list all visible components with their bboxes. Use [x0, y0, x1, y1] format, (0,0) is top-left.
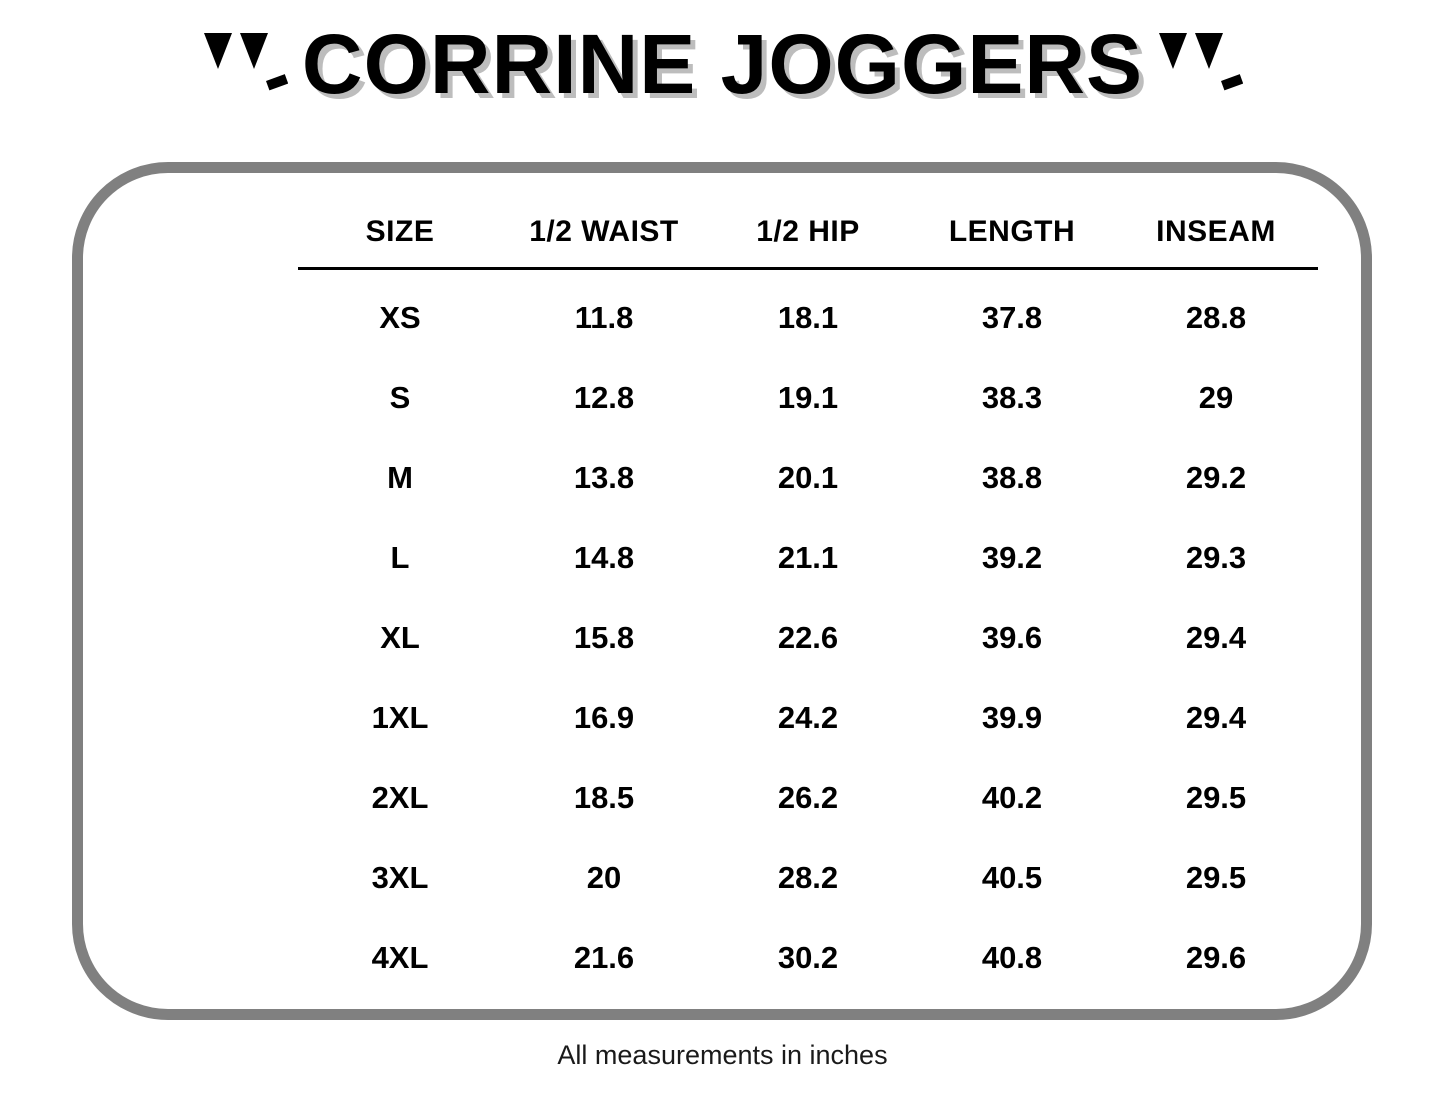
cell-half-hip: 24.2 — [777, 700, 839, 735]
cell-inseam: 29.2 — [1185, 460, 1247, 495]
cell-size: XS — [379, 300, 421, 335]
table-row — [298, 838, 1318, 918]
cell-half-hip: 18.1 — [777, 300, 839, 335]
table-row — [298, 270, 1318, 358]
table-row — [298, 758, 1318, 838]
cell-half-hip: 28.2 — [777, 860, 839, 895]
table-row — [298, 918, 1318, 998]
cell-length: 39.6 — [981, 620, 1043, 655]
cell-size: XL — [380, 620, 420, 655]
cell-half-waist: 12.8 — [573, 380, 635, 415]
cell-size: M — [387, 460, 413, 495]
cell-half-waist: 18.5 — [573, 780, 635, 815]
size-chart-card — [72, 162, 1372, 1020]
cell-size: 2XL — [371, 780, 429, 815]
table-row — [298, 358, 1318, 438]
cell-length: 40.5 — [981, 860, 1043, 895]
column-header-half-waist: 1/2 WAIST — [529, 215, 679, 248]
cell-length: 37.8 — [981, 300, 1043, 335]
column-header-inseam: INSEAM — [1156, 215, 1276, 248]
cell-size: 4XL — [371, 940, 429, 975]
page-title — [0, 0, 1445, 120]
cell-half-waist: 13.8 — [573, 460, 635, 495]
cell-half-waist: 21.6 — [573, 940, 635, 975]
measurement-units-note: All measurements in inches — [557, 1040, 888, 1070]
cell-half-hip: 22.6 — [777, 620, 839, 655]
size-chart-table-area — [298, 205, 1318, 998]
cell-half-waist: 11.8 — [574, 300, 634, 335]
cell-length: 39.9 — [981, 700, 1043, 735]
cell-half-waist: 16.9 — [573, 700, 635, 735]
cell-half-hip: 19.1 — [777, 380, 839, 415]
cell-size: L — [390, 540, 410, 575]
table-row — [298, 438, 1318, 518]
logo-chevron-icon — [1157, 29, 1243, 103]
cell-length: 40.8 — [981, 940, 1043, 975]
cell-length: 39.2 — [981, 540, 1043, 575]
column-header-half-hip: 1/2 HIP — [756, 215, 860, 248]
cell-inseam: 29.5 — [1185, 780, 1247, 815]
title-text: CORRINE JOGGERS — [301, 17, 1144, 111]
table-row — [298, 518, 1318, 598]
cell-half-hip: 21.1 — [777, 540, 839, 575]
size-chart-table — [298, 205, 1318, 998]
cell-inseam: 29.6 — [1185, 940, 1247, 975]
title-row — [202, 17, 1243, 111]
cell-half-hip: 26.2 — [777, 780, 839, 815]
cell-inseam: 28.8 — [1185, 300, 1247, 335]
cell-inseam: 29 — [1198, 380, 1234, 415]
cell-half-waist: 20 — [586, 860, 622, 895]
cell-inseam: 29.5 — [1185, 860, 1247, 895]
cell-length: 38.3 — [981, 380, 1043, 415]
cell-size: 3XL — [371, 860, 429, 895]
table-row — [298, 678, 1318, 758]
table-header-row — [298, 205, 1318, 267]
column-header-size: SIZE — [365, 215, 435, 248]
column-header-length: LENGTH — [948, 215, 1076, 248]
cell-length: 38.8 — [981, 460, 1043, 495]
logo-chevron-icon — [202, 29, 288, 103]
cell-half-waist: 15.8 — [573, 620, 635, 655]
cell-inseam: 29.4 — [1185, 700, 1247, 735]
cell-half-hip: 20.1 — [777, 460, 839, 495]
cell-half-hip: 30.2 — [777, 940, 839, 975]
cell-half-waist: 14.8 — [573, 540, 635, 575]
cell-inseam: 29.4 — [1185, 620, 1247, 655]
cell-length: 40.2 — [981, 780, 1043, 815]
cell-inseam: 29.3 — [1185, 540, 1247, 575]
cell-size: S — [389, 380, 411, 415]
cell-size: 1XL — [371, 700, 429, 735]
table-row — [298, 598, 1318, 678]
